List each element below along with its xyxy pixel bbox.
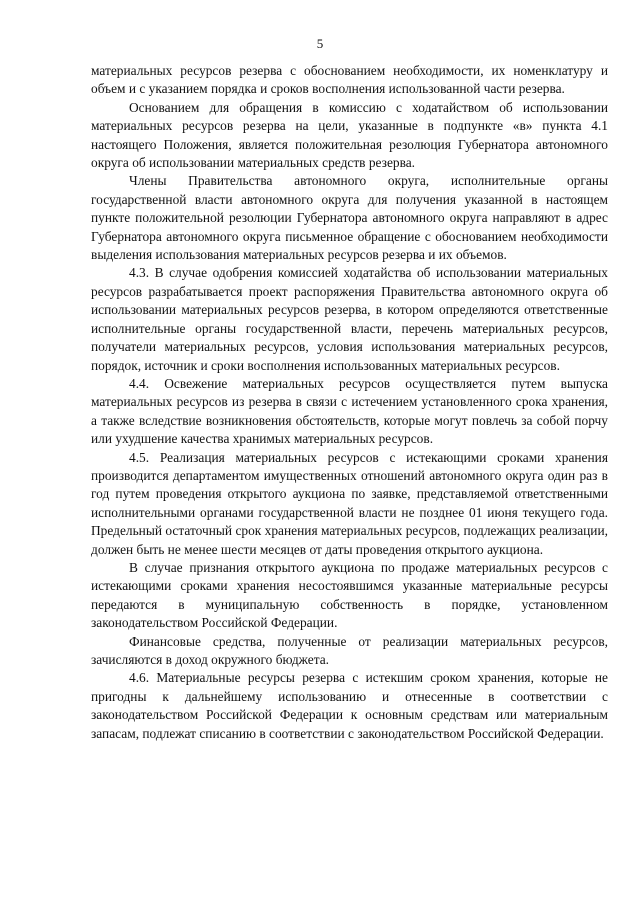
paragraph-financial-funds: Финансовые средства, полученные от реализации материальных ресурсов, зачисляются в доход окружного бюджета. xyxy=(91,633,608,667)
paragraph-continuation: материальных ресурсов резерва с обоснованием необходимости, их номенклатуру и объем и с указанием порядка и сроков восполнения использованной части резерва. xyxy=(91,63,608,97)
document-body xyxy=(91,62,608,743)
paragraph-4-5: 4.5. Реализация материальных ресурсов с истекающими сроками хранения производится департаментом имущественных отношений автономного округа один раз в год путем проведения открытого аукциона по заявке, представляемой ответственными исполнительными органами государственной власти не позднее 01 июня текущего года. Предельный остаточный срок хранения материальных ресурсов, подлежащих реализации, должен быть не менее шести месяцев от даты проведения открытого аукциона. xyxy=(91,449,608,557)
paragraph-4-4: 4.4. Освежение материальных ресурсов осуществляется путем выпуска материальных ресурсов из резерва в связи с истечением установленного срока хранения, а также вследствие возникновения обстоятельств, которые могут повлечь за собой порчу или ухудшение качества хранимых материальных ресурсов. xyxy=(91,375,608,447)
paragraph-4-6: 4.6. Материальные ресурсы резерва с истекшим сроком хранения, которые не пригодны к дальнейшему использованию и отнесенные в соответствии с законодательством Российской Федерации к основным средствам или материальным запасам, подлежат списанию в соответствии с законодательством Российской Федерации. xyxy=(91,670,608,741)
paragraph-government-members: Члены Правительства автономного округа, исполнительные органы государственной власти автономного округа для получения указанной в настоящем пункте положительной резолюции Губернатора автономного округа направляют в адрес Губернатора автономного округа письменное обращение с обоснованием необходимости выделения использования материальных ресурсов резерва и их объемов. xyxy=(91,173,608,263)
paragraph-4-3: 4.3. В случае одобрения комиссией ходатайства об использовании материальных ресурсов разрабатывается проект распоряжения Правительства автономного округа об использовании материальных ресурсов резерва, в котором определяются ответственные исполнительные органы государственной власти, перечень материальных ресурсов, получатели материальных ресурсов, условия использования материальных ресурсов, порядок, источник и сроки восполнения использованных материальных ресурсов. xyxy=(91,265,608,373)
paragraph-auction-failed: В случае признания открытого аукциона по продаже материальных ресурсов с истекающими сроками хранения несостоявшимся указанные материальные ресурсы передаются в муниципальную собственность в порядке, установленном законодательством Российской Федерации. xyxy=(91,559,608,631)
paragraph-basis-for-appeal: Основанием для обращения в комиссию с ходатайством об использовании материальных ресурсов резерва на цели, указанные в подпункте «в» пункта 4.1 настоящего Положения, является положительная резолюция Губернатора автономного округа об использовании материальных средств резерва. xyxy=(91,99,608,171)
page-number: 5 xyxy=(316,36,324,51)
